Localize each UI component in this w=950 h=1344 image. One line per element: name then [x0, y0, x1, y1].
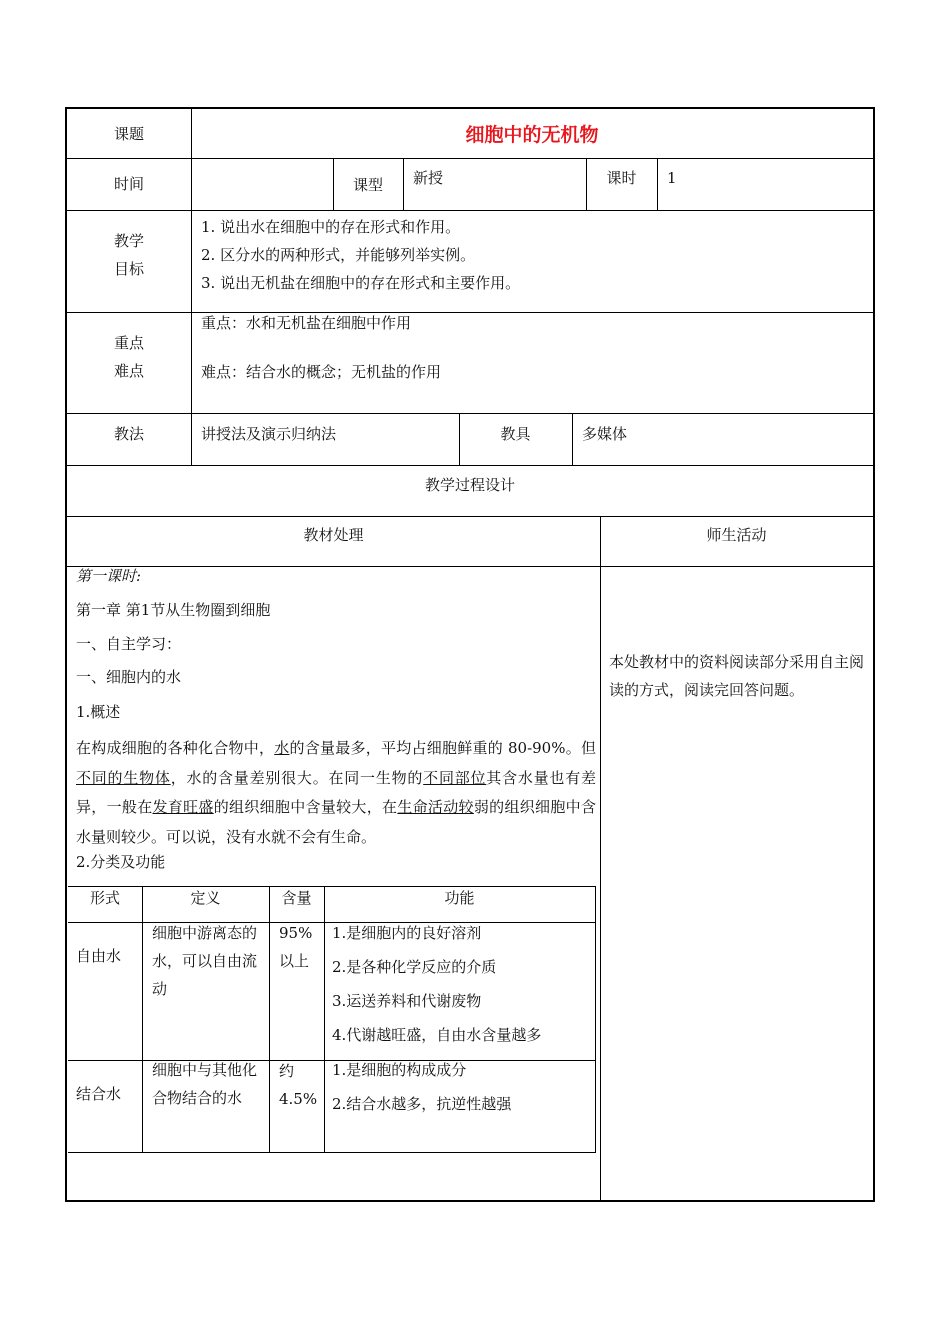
water-table-border — [269, 886, 270, 1152]
keypoints-label-line2: 难点 — [113, 362, 144, 380]
goals-label-line2: 目标 — [113, 260, 144, 278]
col-divider — [600, 516, 601, 1200]
water-heading: 一、细胞内的水 — [76, 668, 182, 686]
water-amount: 约 — [279, 1062, 295, 1080]
row-divider — [67, 465, 873, 466]
hours-value: 1 — [667, 169, 677, 187]
underlined-term: 不同部位 — [423, 768, 487, 787]
row-divider — [67, 158, 873, 159]
water-definition: 细胞中游离态的水，可以自由流动 — [152, 924, 258, 998]
self-study-heading: 一、自主学习： — [76, 635, 182, 653]
col-divider — [657, 158, 658, 210]
water-amount: 95% — [279, 924, 313, 942]
col-divider — [191, 109, 192, 465]
goals-label-line1: 教学 — [113, 232, 144, 250]
underlined-term: 生命活动较 — [397, 798, 474, 816]
goal-item: 3. 说出无机盐在细胞中的存在形式和主要作用。 — [201, 274, 521, 292]
lesson-number: 第一课时: — [76, 567, 142, 585]
row-divider — [67, 516, 873, 517]
type-value: 新授 — [413, 169, 444, 187]
water-amount: 以上 — [279, 952, 310, 970]
goal-item: 2. 区分水的两种形式，并能够列举实例。 — [201, 246, 476, 264]
water-function: 4.代谢越旺盛，自由水含量越多 — [332, 1026, 542, 1044]
goal-item: 1. 说出水在细胞中的存在形式和作用。 — [201, 218, 461, 236]
water-table-border — [324, 886, 325, 1152]
overview-paragraph: 在构成细胞的各种化合物中，水的含量最多，平均占细胞鲜重的 80-90%。但不同的生物体，水的含量差别很大。在同一生物的不同部位其含水量也有差异，一般在发育旺盛的组织细胞中含量较大，在生命活动较弱的组织细胞中含水量则较少。可以说，没有水就不会有生命。 — [76, 739, 596, 846]
underlined-term: 水 — [274, 739, 290, 757]
lesson-title: 细胞中的无机物 — [465, 124, 599, 146]
tools-value: 多媒体 — [582, 425, 628, 443]
difficult-point: 难点：结合水的概念；无机盐的作用 — [201, 363, 442, 381]
activity-note: 本处教材中的资料阅读部分采用自主阅读的方式，阅读完回答问题。 — [609, 653, 865, 699]
methods-value: 讲授法及演示归纳法 — [201, 425, 337, 443]
water-form: 结合水 — [76, 1085, 122, 1103]
classify-heading: 2.分类及功能 — [76, 853, 166, 871]
water-table-header: 形式 — [89, 889, 120, 907]
water-amount: 4.5% — [279, 1090, 318, 1108]
water-table-header: 含量 — [281, 889, 312, 907]
water-function: 2.是各种化学反应的介质 — [332, 958, 497, 976]
col-divider — [572, 413, 573, 465]
underlined-term: 不同的生物体 — [76, 768, 171, 787]
row-divider — [67, 566, 873, 567]
water-function: 1.是细胞的构成成分 — [332, 1061, 467, 1079]
water-table-border — [595, 886, 596, 1152]
type-label: 课型 — [352, 176, 383, 194]
tools-label: 教具 — [500, 425, 531, 443]
hours-label: 课时 — [606, 169, 637, 187]
water-function: 2.结合水越多，抗逆性越强 — [332, 1095, 512, 1113]
water-form: 自由水 — [76, 947, 122, 965]
row-divider — [67, 413, 873, 414]
water-table-header: 功能 — [444, 889, 475, 907]
process-title: 教学过程设计 — [424, 476, 515, 494]
overview-heading: 1.概述 — [76, 703, 121, 721]
col-divider — [403, 158, 404, 210]
time-label: 时间 — [113, 175, 144, 193]
water-function: 1.是细胞内的良好溶剂 — [332, 924, 482, 942]
chapter-heading: 第一章 第1节从生物圈到细胞 — [76, 601, 271, 619]
col-header-material: 教材处理 — [303, 526, 364, 544]
topic-label: 课题 — [113, 125, 144, 143]
water-definition: 细胞中与其他化合物结合的水 — [152, 1061, 258, 1107]
row-divider — [67, 210, 873, 211]
water-table-border — [142, 886, 143, 1152]
underlined-term: 发育旺盛 — [152, 798, 214, 816]
water-table-border — [68, 886, 596, 887]
keypoints-label-line1: 重点 — [113, 334, 144, 352]
methods-label: 教法 — [113, 425, 144, 443]
water-table-header: 定义 — [190, 889, 221, 907]
row-divider — [67, 312, 873, 313]
key-point: 重点：水和无机盐在细胞中作用 — [201, 314, 412, 332]
water-table-border — [68, 1152, 596, 1153]
col-header-activity: 师生活动 — [706, 526, 767, 544]
water-function: 3.运送养料和代谢废物 — [332, 992, 482, 1010]
